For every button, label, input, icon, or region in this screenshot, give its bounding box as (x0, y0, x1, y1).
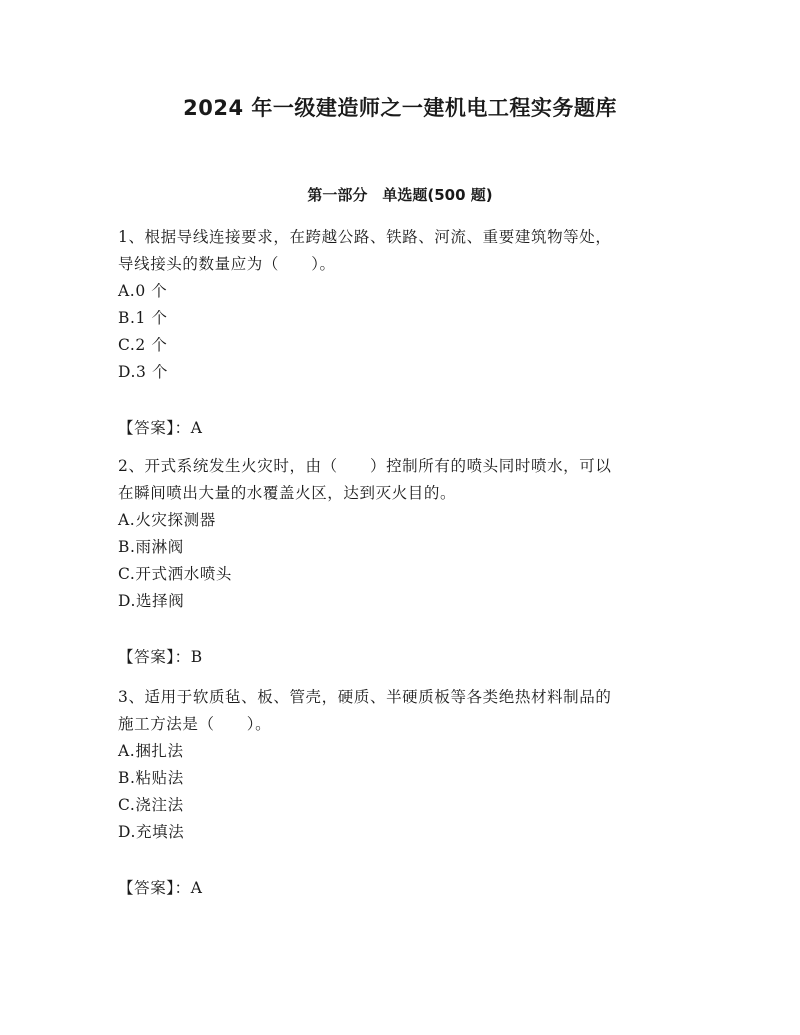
question-stem-line: 1、根据导线连接要求，在跨越公路、铁路、河流、重要建筑物等处， (118, 228, 612, 246)
question-stem-line: 导线接头的数量应为（ ）。 (118, 255, 336, 273)
option-b: B.1 个 (118, 309, 168, 327)
question-stem-line: 3、适用于软质毡、板、管壳，硬质、半硬质板等各类绝热材料制品的 (118, 688, 612, 706)
answer-value: A (190, 419, 202, 437)
answer-label: 【答案】： (118, 419, 191, 437)
option-c: C.2 个 (118, 336, 168, 354)
question-stem-line: 在瞬间喷出大量的水覆盖火区，达到灭火目的。 (118, 484, 457, 502)
question-2 (118, 453, 688, 671)
document-title: 2024 年一级建造师之一建机电工程实务题库 (183, 96, 617, 120)
option-b: B.雨淋阀 (118, 538, 184, 556)
answer-label: 【答案】： (118, 648, 191, 666)
question-3 (118, 684, 688, 902)
option-a: A.0 个 (118, 282, 168, 300)
answer-value: A (190, 879, 202, 897)
answer-line (118, 644, 688, 671)
section-title: 第一部分 单选题(500 题) (307, 186, 493, 204)
option-d: D.选择阀 (118, 592, 185, 610)
option-d: D.充填法 (118, 823, 185, 841)
answer-value: B (190, 648, 203, 666)
question-stem-line: 2、开式系统发生火灾时，由（ ）控制所有的喷头同时喷水，可以 (118, 457, 612, 475)
option-a: A.火灾探测器 (118, 511, 216, 529)
answer-line (118, 415, 688, 442)
answer-label: 【答案】： (118, 879, 191, 897)
question-1 (118, 224, 688, 442)
option-c: C.浇注法 (118, 796, 184, 814)
option-c: C.开式洒水喷头 (118, 565, 233, 583)
question-stem-line: 施工方法是（ ）。 (118, 715, 272, 733)
answer-line (118, 875, 688, 902)
option-a: A.捆扎法 (118, 742, 184, 760)
option-d: D.3 个 (118, 363, 169, 381)
option-b: B.粘贴法 (118, 769, 184, 787)
